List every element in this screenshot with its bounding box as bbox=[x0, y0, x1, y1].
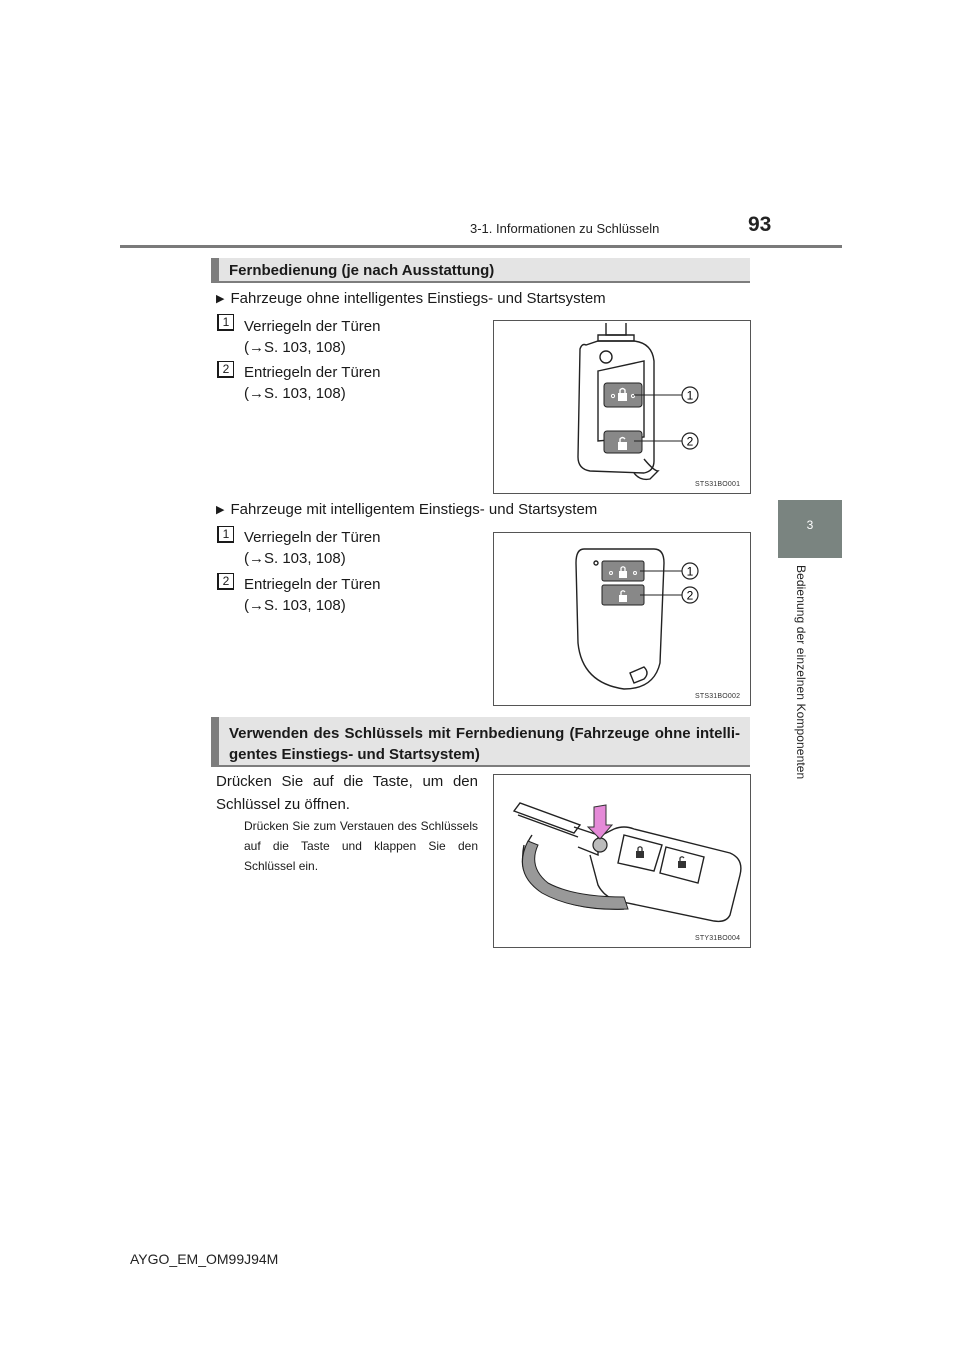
bullet-text: Fahrzeuge mit intelligentem Einstiegs- und Startsystem bbox=[230, 501, 598, 518]
item-label: Verriegeln der Türen bbox=[244, 318, 381, 335]
press-arrow-icon bbox=[588, 805, 612, 839]
item-page-ref: (→S. 103, 108) bbox=[244, 385, 346, 402]
item-unlock-doors bbox=[244, 574, 380, 616]
release-button bbox=[593, 838, 607, 852]
flip-key-illustration bbox=[494, 321, 750, 493]
chapter-label: Bedienung der einzelnen Komponenten bbox=[794, 565, 808, 780]
triangle-bullet-icon: ▶ bbox=[216, 293, 225, 305]
item-page-ref: (→S. 103, 108) bbox=[244, 550, 346, 567]
item-label: Entriegeln der Türen bbox=[244, 576, 381, 593]
item-page-ref: (→S. 103, 108) bbox=[244, 597, 346, 614]
chapter-tab-number: 3 bbox=[806, 518, 814, 532]
instruction-text: Drücken Sie auf die Taste, um den Schlüssel zu öffnen. bbox=[216, 773, 478, 813]
figure-smart-key-remote bbox=[493, 532, 751, 706]
page-number: 93 bbox=[748, 213, 772, 236]
section-heading-remote: Fernbedienung (je nach Ausstattung) bbox=[211, 258, 750, 283]
running-header-section: 3-1. Informationen zu Schlüsseln bbox=[470, 221, 660, 236]
note-text: Drücken Sie zum Verstauen des Schlüssels auf die Taste und klappen Sie den Schlüssel ein. bbox=[244, 819, 478, 873]
item-page-ref: (→S. 103, 108) bbox=[244, 339, 346, 356]
item-lock-doors bbox=[244, 527, 380, 569]
bullet-vehicles-without-smart-entry bbox=[216, 290, 606, 307]
triangle-bullet-icon: ▶ bbox=[216, 504, 225, 516]
item-number-badge: 2 bbox=[217, 361, 234, 378]
section-heading-using-key bbox=[211, 717, 750, 767]
figure-code: STS31BO002 bbox=[695, 693, 741, 700]
figure-code: STS31BO001 bbox=[695, 481, 741, 488]
item-number-badge: 2 bbox=[217, 573, 234, 590]
item-lock-doors bbox=[244, 316, 380, 358]
header-rule bbox=[120, 245, 842, 248]
heading-line-1: Verwenden des Schlüssels mit Fernbedienung (Fahrzeuge ohne intelli- bbox=[229, 725, 740, 742]
callout-2: 2 bbox=[686, 588, 694, 603]
smart-key-illustration bbox=[494, 533, 750, 705]
document-code-footer: AYGO_EM_OM99J94M bbox=[130, 1251, 279, 1267]
callout-1: 1 bbox=[686, 388, 694, 403]
bullet-vehicles-with-smart-entry bbox=[216, 501, 597, 518]
figure-key-unfold bbox=[493, 774, 751, 948]
item-label: Entriegeln der Türen bbox=[244, 364, 381, 381]
callout-1: 1 bbox=[686, 564, 694, 579]
callout-2: 2 bbox=[686, 434, 694, 449]
item-unlock-doors bbox=[244, 362, 380, 404]
lock-icon bbox=[636, 847, 644, 858]
heading-line-2: gentes Einstiegs- und Startsystem) bbox=[229, 746, 480, 763]
unlock-icon bbox=[678, 857, 686, 868]
figure-code: STY31BO004 bbox=[695, 935, 741, 942]
item-number-badge: 1 bbox=[217, 314, 234, 331]
item-number-badge: 1 bbox=[217, 526, 234, 543]
bullet-text: Fahrzeuge ohne intelligentes Einstiegs- und Startsystem bbox=[230, 290, 606, 307]
key-unfold-illustration bbox=[494, 775, 750, 947]
figure-flip-key-remote bbox=[493, 320, 751, 494]
item-label: Verriegeln der Türen bbox=[244, 529, 381, 546]
